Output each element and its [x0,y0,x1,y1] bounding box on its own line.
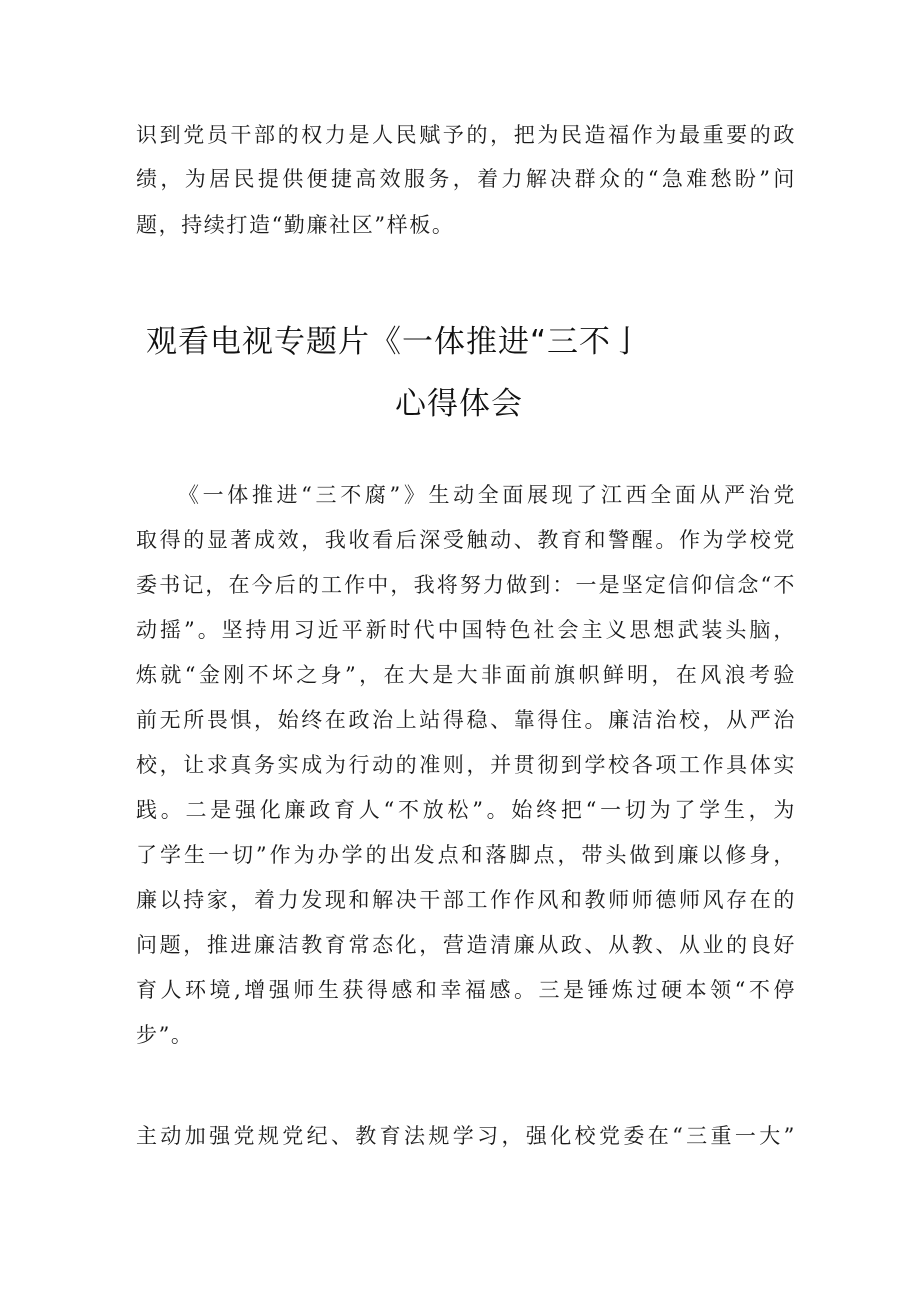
paragraph-1-line-13: 步”。 [136,1023,194,1047]
article-title-line-2: 心得体会 [395,386,523,422]
paragraph-2-line-1: 主动加强党规党纪、教育法规学习，强化校党委在“三重一大” [136,1124,796,1148]
intro-line-3: 题，持续打造“勤廉社区”样板。 [136,213,455,237]
paragraph-1-line-4: 动摇”。坚持用习近平新时代中国特色社会主义思想武装头脑， [136,618,796,642]
paragraph-1-line-2: 取得的显著成效，我收看后深受触动、教育和警醒。作为学校党 [136,528,796,552]
intro-line-1: 识到党员干部的权力是人民赋予的，把为民造福作为最重要的政 [136,123,796,147]
intro-line-2: 绩，为居民提供便捷高效服务，着力解决群众的“急难愁盼”问 [136,167,796,191]
paragraph-1-line-12: 育人环境,增强师生获得感和幸福感。三是锤炼过硬本领“不停 [136,978,796,1002]
paragraph-1-line-11: 问题，推进廉洁教育常态化，营造清廉从政、从教、从业的良好 [136,933,796,957]
paragraph-1-line-3: 委书记，在今后的工作中，我将努力做到：一是坚定信仰信念“不 [136,573,796,597]
paragraph-1-line-7: 校，让求真务实成为行动的准则，并贯彻到学校各项工作具体实 [136,753,796,777]
paragraph-1-line-5: 炼就“金刚不坏之身”，在大是大非面前旗帜鲜明，在风浪考验 [136,663,796,687]
paragraph-1-line-8: 践。二是强化廉政育人“不放松”。始终把“一切为了学生，为 [136,798,796,822]
article-title-line-1: 观看电视专题片《一体推进“三不亅 [146,324,644,360]
paragraph-1-line-9: 了学生一切”作为办学的出发点和落脚点，带头做到廉以修身， [136,843,796,867]
paragraph-1-line-10: 廉以持家，着力发现和解决干部工作作风和教师师德师风存在的 [136,888,796,912]
paragraph-1-line-1: 《一体推进“三不腐”》生动全面展现了江西全面从严治党 [178,483,796,507]
paragraph-1-line-6: 前无所畏惧，始终在政治上站得稳、靠得住。廉洁治校，从严治 [136,708,796,732]
